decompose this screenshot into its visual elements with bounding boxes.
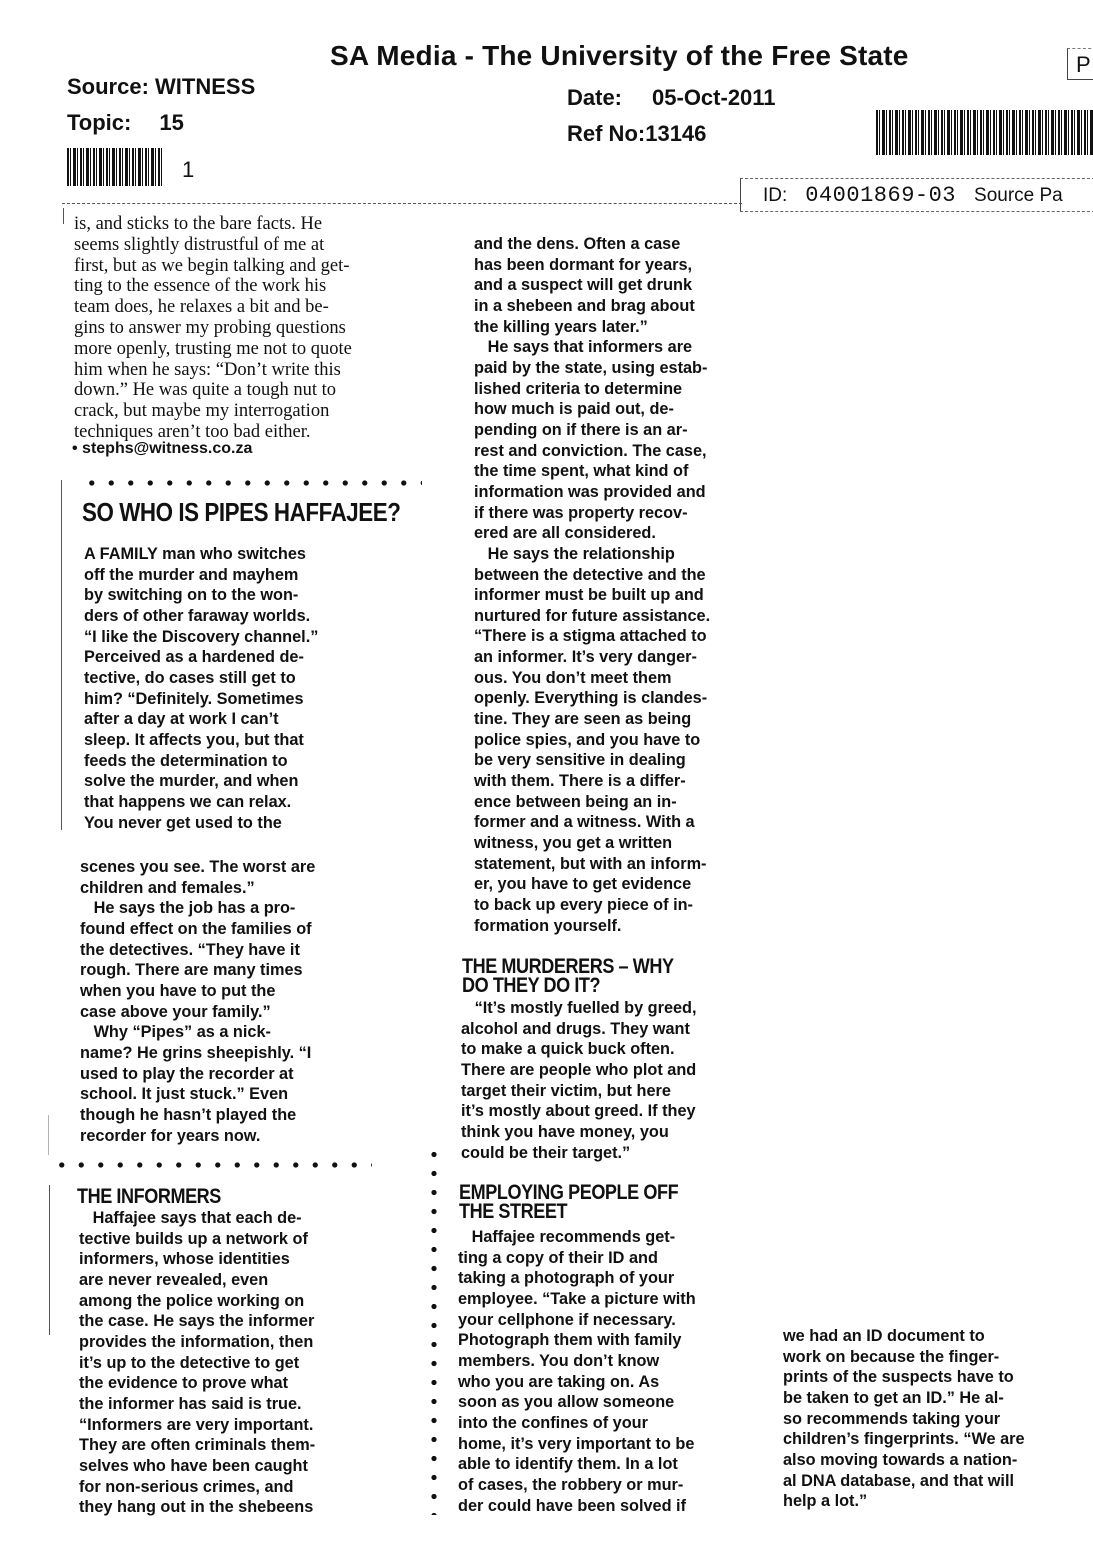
text-line: has been dormant for years, [474, 255, 693, 274]
text-line: seems slightly distrustful of me at [74, 234, 325, 255]
section-heading-pipes: SO WHO IS PIPES HAFFAJEE? [82, 497, 401, 527]
text-line: the case. He says the informer [79, 1312, 315, 1331]
text-line: for non-serious crimes, and [79, 1477, 294, 1496]
text-line: statement, but with an inform- [474, 854, 707, 873]
intro-text [74, 214, 384, 443]
text-line: it’s mostly about greed. If they [461, 1102, 696, 1121]
text-line: “There is a stigma attached to [474, 627, 707, 646]
text-line: be taken to get an ID.” He al- [783, 1388, 1004, 1407]
date-field [567, 85, 776, 111]
text-line: used to play the recorder at [80, 1064, 294, 1083]
text-line: police spies, and you have to [474, 730, 701, 749]
text-line: A FAMILY man who switches [84, 545, 306, 563]
text-line: “Informers are very important. [79, 1415, 314, 1434]
informers-text-part2 [474, 234, 749, 936]
text-line: him when he says: “Don’t write this [74, 359, 341, 380]
text-line: selves who have been caught [79, 1456, 308, 1475]
pipes-text-part2 [80, 857, 390, 1146]
text-line: sleep. It affects you, but that [84, 730, 304, 749]
text-line: ence between being an in- [474, 792, 677, 811]
text-line: children’s fingerprints. “We are [783, 1430, 1025, 1449]
text-line: think you have money, you [461, 1122, 669, 1141]
text-line: it’s up to the detective to get [79, 1353, 300, 1372]
murderers-text [461, 998, 736, 1163]
ref-value: 13146 [645, 121, 707, 146]
text-line: feeds the determination to [84, 751, 288, 770]
text-line: Perceived as a hardened de- [84, 648, 304, 667]
text-line: home, it’s very important to be [458, 1434, 695, 1453]
text-line: rough. There are many times [80, 961, 303, 980]
text-line: to make a quick buck often. [461, 1040, 675, 1059]
box-rule-left [48, 1115, 49, 1155]
text-line: al DNA database, and that will [783, 1471, 1014, 1490]
text-line: tective builds up a network of [79, 1229, 308, 1248]
employing-text-part2 [783, 1326, 1073, 1512]
text-line: when you have to put the [80, 981, 276, 1000]
text-line: team does, he relaxes a bit and be- [74, 297, 329, 318]
text-line: alcohol and drugs. They want [461, 1019, 690, 1038]
text-line: if there was property recov- [474, 503, 688, 522]
text-line: tective, do cases still get to [84, 668, 296, 687]
section-heading-employing: EMPLOYING PEOPLE OFF THE STREET [459, 1181, 679, 1223]
text-line: There are people who plot and [461, 1060, 697, 1079]
text-line: taking a photograph of your [458, 1269, 675, 1288]
box-rule-left [61, 480, 62, 830]
box-rule-left [49, 1185, 50, 1335]
text-line: They are often criminals them- [79, 1436, 316, 1455]
text-line: and a suspect will get drunk [474, 276, 693, 295]
text-line: ders of other faraway worlds. [84, 606, 311, 625]
text-line: also moving towards a nation- [783, 1450, 1018, 1469]
text-line: be very sensitive in dealing [474, 751, 686, 770]
section-heading-murderers: THE MURDERERS – WHY DO THEY DO IT? [462, 955, 674, 997]
text-line: work on because the finger- [783, 1347, 1000, 1366]
text-line: to back up every piece of in- [474, 896, 693, 914]
id-value: 04001869-03 [805, 183, 957, 208]
page-number: 1 [182, 157, 195, 182]
text-line: the informer has said is true. [79, 1394, 302, 1413]
text-line: found effect on the families of [80, 919, 312, 938]
text-line: though he hasn’t played the [80, 1105, 297, 1124]
text-line: your cellphone if necessary. [458, 1310, 676, 1329]
text-line: of cases, the robbery or mur- [458, 1475, 684, 1494]
text-line: are never revealed, even [79, 1270, 269, 1289]
text-line: information was provided and [474, 482, 706, 501]
text-line: by switching on to the won- [84, 586, 299, 605]
text-line: provides the information, then [79, 1332, 314, 1351]
text-line: members. You don’t know [458, 1351, 660, 1370]
source-label: Source: [67, 74, 149, 99]
source-value: WITNESS [155, 74, 256, 99]
text-line: him? “Definitely. Sometimes [84, 689, 304, 708]
text-line: in a shebeen and brag about [474, 296, 695, 315]
column-rule [63, 208, 64, 224]
text-line: employee. “Take a picture with [458, 1289, 696, 1308]
text-line: former and a witness. With a [474, 813, 695, 832]
section-heading-informers: THE INFORMERS [77, 1185, 221, 1208]
text-line: Haffajee recommends get- [458, 1228, 676, 1246]
text-line: who you are taking on. As [458, 1372, 660, 1391]
text-line: ting to the essence of the work his [74, 276, 327, 297]
text-line: solve the murder, and when [84, 772, 299, 791]
text-line: case above your family.” [80, 1002, 271, 1021]
text-line: ting a copy of their ID and [458, 1248, 658, 1267]
text-line: formation yourself. [474, 916, 622, 935]
text-line: techniques aren’t too bad either. [74, 421, 311, 442]
text-line: He says the relationship [474, 544, 675, 563]
text-line: openly. Everything is clandes- [474, 689, 708, 708]
text-line: into the confines of your [458, 1413, 648, 1432]
text-line: You never get used to the [84, 813, 282, 832]
text-line: name? He grins sheepishly. “I [80, 1043, 312, 1062]
text-line: down.” He was quite a tough nut to [74, 380, 337, 401]
text-line: so recommends taking your [783, 1409, 1001, 1428]
id-label: ID: [763, 185, 788, 206]
text-line: lished criteria to determine [474, 379, 683, 398]
text-line: able to identify them. In a lot [458, 1455, 678, 1474]
text-line: ous. You don’t meet them [474, 668, 672, 687]
topic-value: 15 [159, 110, 184, 135]
text-line: witness, you get a written [474, 834, 673, 853]
dotted-column-divider [431, 1145, 437, 1515]
pipes-text-part1 [84, 544, 394, 833]
text-line: soon as you allow someone [458, 1393, 675, 1412]
ref-label: Ref No: [567, 121, 646, 146]
text-line: crack, but maybe my interrogation [74, 401, 330, 422]
text-line: “It’s mostly fuelled by greed, [461, 999, 697, 1017]
source-field [67, 74, 255, 100]
text-line: the killing years later.” [474, 317, 648, 336]
text-line: children and females.” [80, 878, 255, 897]
text-line: help a lot.” [783, 1492, 868, 1511]
text-line: prints of the suspects have to [783, 1368, 1014, 1387]
text-line: informer must be built up and [474, 586, 704, 605]
date-label: Date: [567, 85, 623, 110]
text-line: could be their target.” [461, 1143, 631, 1162]
text-line: paid by the state, using estab- [474, 358, 708, 377]
text-line: first, but as we begin talking and get- [74, 255, 350, 276]
header-divider [62, 203, 742, 204]
text-line: informers, whose identities [79, 1250, 290, 1269]
text-line: Photograph them with family [458, 1331, 682, 1350]
text-line: how much is paid out, de- [474, 400, 674, 419]
document-title: SA Media - The University of the Free State [330, 40, 909, 71]
id-box [740, 178, 1093, 212]
text-line: target their victim, but here [461, 1081, 671, 1100]
source-page-label: Source Pa [974, 185, 1063, 206]
text-line: recorder for years now. [80, 1126, 261, 1145]
text-line: the time spent, what kind of [474, 462, 689, 481]
date-value: 05-Oct-2011 [652, 85, 776, 110]
text-line: with them. There is a differ- [474, 772, 686, 791]
text-line: is, and sticks to the bare facts. He [74, 214, 323, 234]
text-line: pending on if there is an ar- [474, 420, 688, 439]
text-line: He says the job has a pro- [80, 899, 296, 918]
text-line: ered are all considered. [474, 524, 656, 543]
text-line: er, you have to get evidence [474, 875, 692, 894]
page-box: P [1067, 48, 1093, 80]
text-line: among the police working on [79, 1291, 305, 1310]
text-line: they hang out in the shebeens [79, 1498, 314, 1517]
text-line: the evidence to prove what [79, 1374, 288, 1393]
text-line: gins to answer my probing questions [74, 317, 346, 338]
text-line: off the murder and mayhem [84, 565, 299, 584]
informers-text-part1 [79, 1208, 389, 1518]
text-line: rest and conviction. The case, [474, 441, 707, 460]
ref-field [567, 121, 706, 147]
dotted-divider [52, 1162, 372, 1168]
text-line: and the dens. Often a case [474, 235, 681, 253]
text-line: we had an ID document to [783, 1327, 985, 1345]
text-line: He says that informers are [474, 338, 693, 357]
text-line: Haffajee says that each de- [79, 1209, 302, 1227]
author-email: • stephs@witness.co.za [72, 440, 253, 457]
topic-field [67, 110, 184, 136]
text-line: Why “Pipes” as a nick- [80, 1023, 271, 1042]
text-line: tine. They are seen as being [474, 710, 692, 729]
employing-text-part1 [458, 1227, 748, 1516]
barcode-icon [67, 148, 162, 186]
barcode-icon [876, 110, 1093, 155]
text-line: the detectives. “They have it [80, 940, 300, 959]
text-line: nurtured for future assistance. [474, 606, 711, 625]
text-line: between the detective and the [474, 565, 706, 584]
topic-label: Topic: [67, 110, 132, 135]
text-line: after a day at work I can’t [84, 710, 279, 729]
text-line: scenes you see. The worst are [80, 858, 316, 876]
text-line: an informer. It’s very danger- [474, 648, 697, 667]
text-line: that happens we can relax. [84, 792, 292, 811]
text-line: “I like the Discovery channel.” [84, 627, 319, 646]
text-line: school. It just stuck.” Even [80, 1085, 289, 1104]
text-line: der could have been solved if [458, 1496, 687, 1515]
text-line: more openly, trusting me not to quote [74, 338, 352, 359]
dotted-divider [82, 480, 422, 486]
